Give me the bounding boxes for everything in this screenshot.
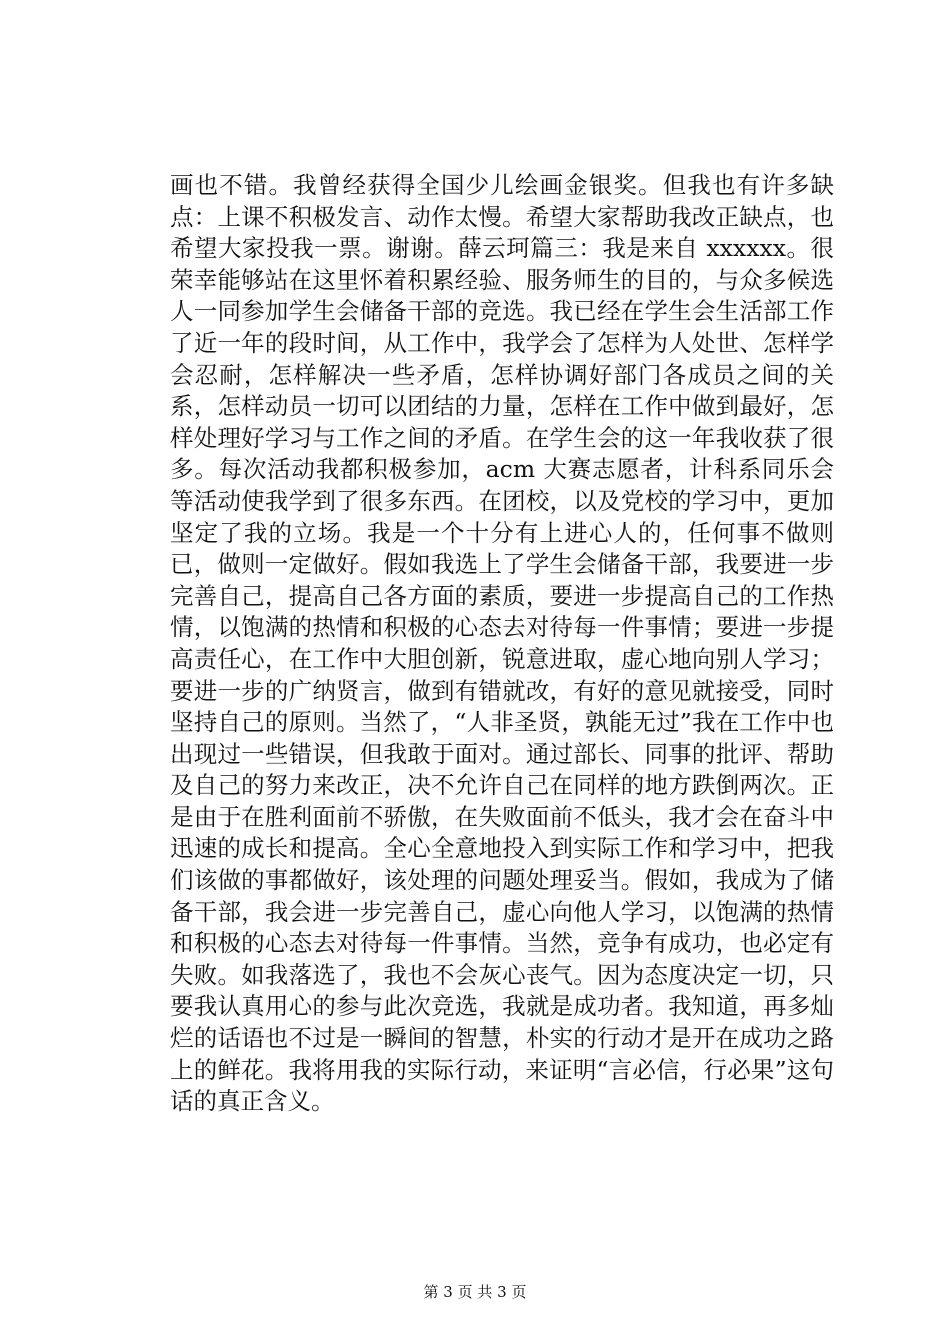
page-footer: 第 3 页 共 3 页 [423, 1283, 527, 1301]
body-paragraph: 画也不错。我曾经获得全国少儿绘画金银奖。但我也有许多缺点：上课不积极发言、动作太慢。希望大家帮助我改正缺点，也希望大家投我一票。谢谢。薛云珂篇三：我是来自 xxxxxx。很荣幸能够站在这里怀着积累经验、服务师生的目的，与众多候选人一同参加学生会储备干部的竞选。我已经在学生会生活部工作了近一年的段时间，从工作中，我学会了怎样为人处世、怎样学会忍耐，怎样解决一些矛盾，怎样协调好部门各成员之间的关系，怎样动员一切可以团结的力量，怎样在工作中做到最好，怎样处理好学习与工作之间的矛盾。在学生会的这一年我收获了很多。每次活动我都积极参加，acm 大赛志愿者，计科系同乐会等活动使我学到了很多东西。在团校，以及党校的学习中，更加坚定了我的立场。我是一个十分有上进心人的，任何事不做则已，做则一定做好。假如我选上了学生会储备干部，我要进一步完善自己，提高自己各方面的素质，要进一步提高自己的工作热情，以饱满的热情和积极的心态去对待每一件事情；要进一步提高责任心，在工作中大胆创新，锐意进取，虚心地向别人学习；要进一步的广纳贤言，做到有错就改，有好的意见就接受，同时坚持自己的原则。当然了，“人非圣贤，孰能无过”我在工作中也出现过一些错误，但我敢于面对。通过部长、同事的批评、帮助及自己的努力来改正，决不允许自己在同样的地方跌倒两次。正是由于在胜利面前不骄傲，在失败面前不低头，我才会在奋斗中迅速的成长和提高。全心全意地投入到实际工作和学习中，把我们该做的事都做好，该处理的问题处理妥当。假如，我成为了储备干部，我会进一步完善自己，虚心向他人学习，以饱满的热情和积极的心态去对待每一件事情。当然，竞争有成功，也必定有失败。如我落选了，我也不会灰心丧气。因为态度决定一切，只要我认真用心的参与此次竞选，我就是成功者。我知道，再多灿烂的话语也不过是一瞬间的智慧，朴实的行动才是开在成功之路上的鲜花。我将用我的实际行动，来证明“言必信，行必果”这句话的真正含义。 [170, 171, 834, 1116]
